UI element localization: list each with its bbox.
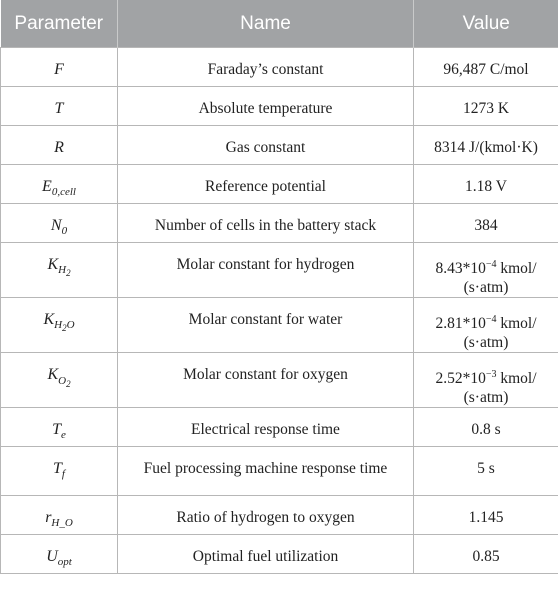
- param-cell: [1, 243, 118, 298]
- name-cell: Electrical response time: [118, 408, 414, 447]
- name-cell: Molar constant for water: [118, 298, 414, 353]
- value-cell: 8314 J/(kmol·K): [414, 126, 558, 165]
- param-symbol: $K_{O_2}$: [47, 366, 71, 389]
- table-row: [1, 298, 558, 353]
- value-cell: 0.8 s: [414, 408, 558, 447]
- table-row: [1, 408, 558, 447]
- value-cell: 0.85: [414, 535, 558, 574]
- table-row: [1, 496, 558, 535]
- param-symbol: $E_{0,cell}$: [42, 178, 76, 199]
- table-row: [1, 243, 558, 298]
- param-symbol: $r_{H\_O}$: [45, 509, 73, 530]
- value-cell: $2.52*10^{-3}$ kmol/ (s·atm): [414, 353, 558, 408]
- param-cell: [1, 48, 118, 87]
- name-cell: Molar constant for oxygen: [118, 353, 414, 408]
- name-cell: Gas constant: [118, 126, 414, 165]
- table-row: [1, 535, 558, 574]
- value-cell: 384: [414, 204, 558, 243]
- param-symbol: $T_f$: [53, 460, 65, 481]
- value-cell: 1.18 V: [414, 165, 558, 204]
- table-row: [1, 165, 558, 204]
- table-row: [1, 87, 558, 126]
- value-cell: 96,487 C/mol: [414, 48, 558, 87]
- param-cell: [1, 204, 118, 243]
- name-cell: Number of cells in the battery stack: [118, 204, 414, 243]
- param-cell: [1, 87, 118, 126]
- name-cell: Faraday’s constant: [118, 48, 414, 87]
- param-symbol: $T_e$: [52, 421, 66, 442]
- table-row: [1, 204, 558, 243]
- name-cell: Reference potential: [118, 165, 414, 204]
- param-cell: [1, 353, 118, 408]
- value-cell: 1273 K: [414, 87, 558, 126]
- name-cell: Ratio of hydrogen to oxygen: [118, 496, 414, 535]
- param-symbol: $U_{opt}$: [46, 548, 72, 569]
- param-cell: [1, 126, 118, 165]
- header-value: Value: [414, 0, 558, 48]
- param-symbol: $K_{H_2O}$: [43, 311, 75, 334]
- param-cell: [1, 447, 118, 496]
- name-cell: Molar constant for hydrogen: [118, 243, 414, 298]
- param-cell: [1, 298, 118, 353]
- table-row: [1, 48, 558, 87]
- param-symbol: $K_{H_2}$: [47, 256, 71, 279]
- header-parameter: Parameter: [1, 0, 118, 48]
- table-row: [1, 447, 558, 496]
- param-symbol: R: [54, 139, 64, 156]
- name-cell: Fuel processing machine response time: [118, 447, 414, 496]
- param-symbol: T: [54, 100, 64, 117]
- param-cell: [1, 496, 118, 535]
- param-cell: [1, 535, 118, 574]
- param-cell: [1, 408, 118, 447]
- header-row: [1, 0, 558, 48]
- table-row: [1, 126, 558, 165]
- param-symbol: $N_0$: [50, 217, 68, 238]
- param-symbol: F: [54, 61, 64, 78]
- value-cell: $8.43*10^{-4}$ kmol/ (s·atm): [414, 243, 558, 298]
- param-cell: [1, 165, 118, 204]
- name-cell: Optimal fuel utilization: [118, 535, 414, 574]
- name-cell: Absolute temperature: [118, 87, 414, 126]
- header-name: Name: [118, 0, 414, 48]
- table-row: [1, 353, 558, 408]
- value-cell: $2.81*10^{-4}$ kmol/ (s·atm): [414, 298, 558, 353]
- value-cell: 1.145: [414, 496, 558, 535]
- value-cell: 5 s: [414, 447, 558, 496]
